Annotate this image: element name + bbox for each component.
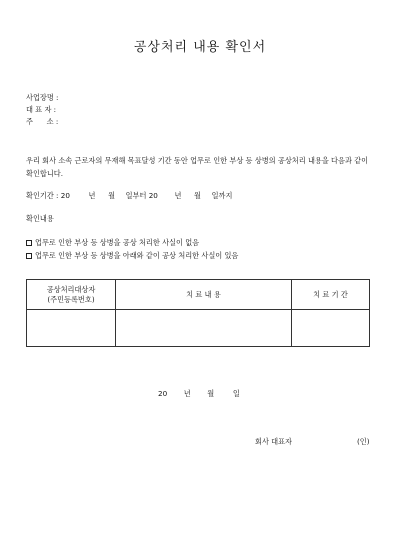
date-line — [158, 389, 240, 398]
representative-label: 대 표 자 : — [26, 105, 57, 114]
seal-mark: (인) — [357, 437, 370, 446]
date-year: 년 — [183, 389, 191, 398]
confirm-period-line — [26, 191, 232, 200]
treatment-table — [26, 279, 370, 347]
cell-treatment[interactable] — [116, 310, 292, 347]
period-label: 확인기간 : 20 — [26, 191, 70, 200]
option-has-record-label: 업무로 인한 부상 등 상병을 아래와 같이 공상 처리한 사실이 있음 — [35, 251, 239, 260]
table-header-row — [27, 280, 370, 310]
checkbox-icon[interactable] — [26, 253, 32, 259]
option-no-record — [26, 238, 199, 247]
company-name-label: 사업장명 : — [26, 93, 59, 102]
option-has-record — [26, 251, 238, 260]
header-period: 치 료 기 간 — [292, 280, 370, 310]
header-treatment: 치 료 내 용 — [116, 280, 292, 310]
period-month-2: 월 — [194, 191, 201, 200]
header-patient — [27, 280, 116, 310]
address-label: 주 소 : — [26, 117, 59, 126]
date-month: 월 — [207, 389, 215, 398]
table-row — [27, 310, 370, 347]
date-century: 20 — [158, 389, 168, 398]
period-year-2: 년 — [174, 191, 182, 200]
period-month-1: 월 — [108, 191, 116, 200]
signature-label: 회사 대표자 — [255, 437, 293, 446]
period-day-from: 일부터 20 — [125, 191, 158, 200]
cell-patient[interactable] — [27, 310, 116, 347]
document-title: 공상처리 내용 확인서 — [133, 40, 267, 55]
cell-period[interactable] — [292, 310, 370, 347]
header-patient-line2: (주민등록번호) — [47, 294, 95, 304]
period-day-until: 일까지 — [211, 191, 233, 200]
date-day: 일 — [232, 389, 240, 398]
header-patient-line1: 공상처리대상자 — [46, 284, 96, 294]
confirm-heading: 확인내용 — [26, 214, 54, 223]
statement-paragraph: 우리 회사 소속 근로자의 무재해 목표달성 기간 동안 업무로 인한 부상 등 상병의 공상처리 내용을 다음과 같이 확인합니다. — [26, 156, 369, 178]
checkbox-icon[interactable] — [26, 240, 32, 246]
option-no-record-label: 업무로 인한 부상 등 상병을 공상 처리한 사실이 없음 — [35, 238, 200, 247]
period-year-1: 년 — [88, 191, 96, 200]
